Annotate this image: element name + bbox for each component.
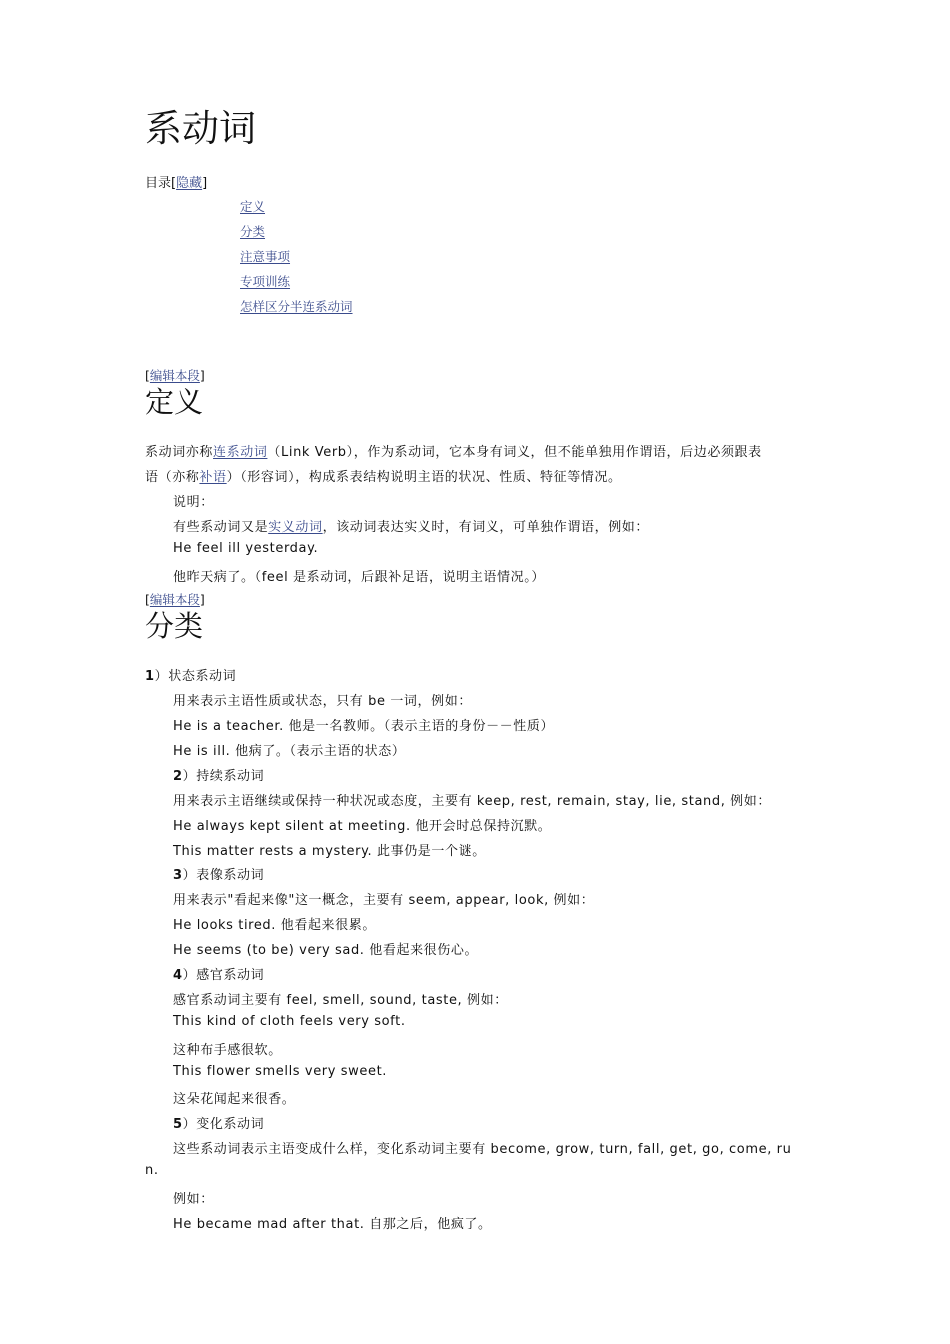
toc-item-distinguish[interactable]: 怎样区分半连系动词 xyxy=(240,299,353,314)
subsection-4-example-1-cn: 这种布手感很软。 xyxy=(173,1043,282,1058)
subsection-1-example-1: He is a teacher. 他是一名教师。（表示主语的身份－－性质） xyxy=(173,719,555,734)
definition-line-3 xyxy=(173,516,649,535)
definition-line-2 xyxy=(145,466,622,485)
subsection-1-title xyxy=(145,665,236,684)
definition-line-1 xyxy=(145,441,762,460)
section-heading-definition: 定义 xyxy=(145,385,204,419)
subsection-1-example-2: He is ill. 他病了。（表示主语的状态） xyxy=(173,744,406,759)
text-span: ）（形容词），构成系表结构说明主语的状况、性质、特征等情况。 xyxy=(226,470,622,485)
toc-header: 目录[隐藏] xyxy=(145,176,208,191)
subsection-4-desc: 感官系动词主要有 feel, smell, sound, taste, 例如： xyxy=(173,993,508,1008)
edit-section-classification: [编辑本段] xyxy=(145,592,205,607)
subsection-2-example-1: He always kept silent at meeting. 他开会时总保持沉默。 xyxy=(173,819,552,834)
link-link-verb[interactable]: 连系动词 xyxy=(213,445,268,460)
toc-item-practice[interactable]: 专项训练 xyxy=(240,274,291,289)
subsection-4-title xyxy=(173,964,264,983)
subsection-4-example-2: This flower smells very sweet. xyxy=(173,1064,388,1079)
toc-toggle-link[interactable]: 隐藏 xyxy=(176,176,203,191)
toc-item-notes[interactable]: 注意事项 xyxy=(240,249,291,264)
subsection-2-example-2: This matter rests a mystery. 此事仍是一个谜。 xyxy=(173,844,486,859)
note-label: 说明： xyxy=(173,495,214,510)
subsection-2-title xyxy=(173,765,264,784)
number: 3 xyxy=(173,868,183,883)
number: 1 xyxy=(145,669,155,684)
edit-section-definition: [编辑本段] xyxy=(145,368,205,383)
example-english: He feel ill yesterday. xyxy=(173,541,319,556)
number: 5 xyxy=(173,1117,183,1132)
subsection-2-desc: 用来表示主语继续或保持一种状况或态度，主要有 keep, rest, remain, stay, lie, stand, 例如： xyxy=(173,794,771,809)
subsection-3-example-2: He seems (to be) very sad. 他看起来很伤心。 xyxy=(173,943,479,958)
subsection-5-title xyxy=(173,1113,264,1132)
toc-label: 目录 xyxy=(145,176,172,191)
toc-item-classification[interactable]: 分类 xyxy=(240,224,266,239)
text-span: ）持续系动词 xyxy=(182,769,265,784)
subsection-1-desc: 用来表示主语性质或状态，只有 be 一词，例如： xyxy=(173,694,472,709)
text-span: ）状态系动词 xyxy=(154,669,237,684)
subsection-3-title xyxy=(173,864,264,883)
subsection-5-eg-label: 例如： xyxy=(173,1192,214,1207)
text-span: （Link Verb），作为系动词，它本身有词义，但不能单独用作谓语，后边必须跟表 xyxy=(267,445,762,460)
edit-section-link[interactable]: 编辑本段 xyxy=(149,368,200,383)
link-notional-verb[interactable]: 实义动词 xyxy=(268,520,323,535)
toc-item-definition[interactable]: 定义 xyxy=(240,199,266,214)
text-span: 有些系动词又是 xyxy=(173,520,269,535)
number: 2 xyxy=(173,769,183,784)
text-span: ）变化系动词 xyxy=(182,1117,265,1132)
text-span: 语（亦称 xyxy=(145,470,200,485)
example-chinese: 他昨天病了。（feel 是系动词，后跟补足语，说明主语情况。） xyxy=(173,570,545,585)
text-span: ）感官系动词 xyxy=(182,968,265,983)
section-heading-classification: 分类 xyxy=(145,609,204,643)
subsection-4-example-2-cn: 这朵花闻起来很香。 xyxy=(173,1092,296,1107)
number: 4 xyxy=(173,968,183,983)
subsection-5-example-1: He became mad after that. 自那之后，他疯了。 xyxy=(173,1217,492,1232)
subsection-5-desc: 这些系动词表示主语变成什么样，变化系动词主要有 become, grow, turn, fall, get, go, come, ru xyxy=(173,1142,792,1157)
subsection-3-example-1: He looks tired. 他看起来很累。 xyxy=(173,918,376,933)
page-title: 系动词 xyxy=(145,107,256,150)
edit-section-link[interactable]: 编辑本段 xyxy=(149,592,200,607)
text-span: ，该动词表达实义时，有词义，可单独作谓语，例如： xyxy=(322,520,650,535)
text-span: 系动词亦称 xyxy=(145,445,214,460)
subsection-5-desc-cont: n. xyxy=(145,1163,159,1178)
subsection-4-example-1: This kind of cloth feels very soft. xyxy=(173,1014,406,1029)
subsection-3-desc: 用来表示"看起来像"这一概念，主要有 seem, appear, look, 例如： xyxy=(173,893,595,908)
text-span: ）表像系动词 xyxy=(182,868,265,883)
link-complement[interactable]: 补语 xyxy=(199,470,227,485)
